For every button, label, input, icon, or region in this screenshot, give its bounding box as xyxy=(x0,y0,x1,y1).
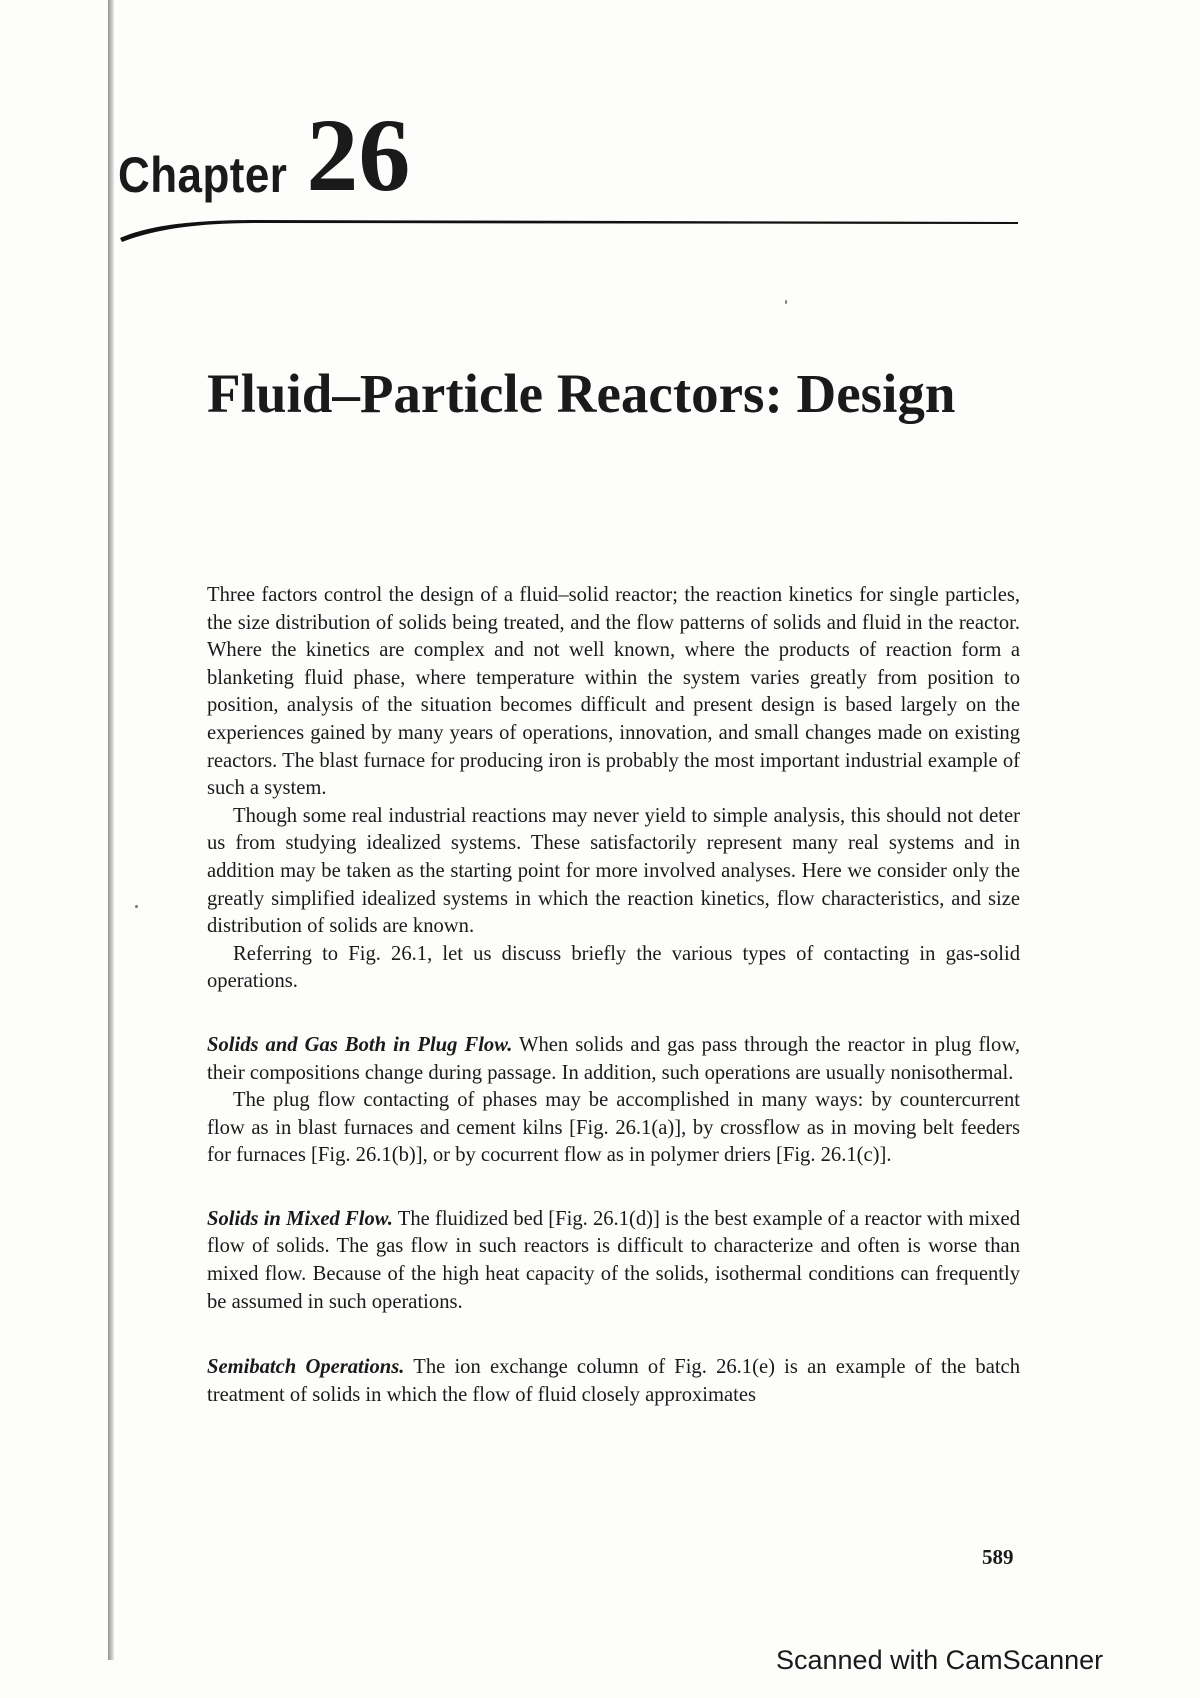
chapter-title: Fluid–Particle Reactors: Design xyxy=(207,363,956,424)
page-number: 589 xyxy=(982,1545,1014,1569)
plug-flow-heading: Solids and Gas Both in Plug Flow. xyxy=(207,1033,513,1056)
plug-flow-text: When solids and gas pass through the reactor in plug flow, their compositions change during passage. In addition, such operations are usually nonisothermal. xyxy=(207,1033,1021,1084)
mixed-flow-heading: Solids in Mixed Flow. xyxy=(207,1207,393,1230)
chapter-word: Chapter xyxy=(118,147,288,204)
chapter-rule xyxy=(118,212,1018,252)
section-semibatch xyxy=(207,1354,1020,1409)
book-spine-shadow xyxy=(108,0,114,1660)
scan-speck xyxy=(785,300,787,304)
scan-speck xyxy=(135,905,138,908)
paragraph-plug-flow-contacting: The plug flow contacting of phases may be accomplished in many ways: by countercurrent flow as in blast furnaces and cement kilns [Fig. 26.1(a)], by crossflow as in moving belt feeders for furnaces [Fig. 26.1(b)], or by cocurrent flow as in polymer driers [Fig. 26.1(c)]. xyxy=(207,1089,1020,1167)
chapter-number: 26 xyxy=(306,98,411,213)
semibatch-text: The ion exchange column of Fig. 26.1(e) is an example of the batch treatment of solids in which the flow of fluid closely approximates xyxy=(207,1356,1020,1406)
paragraph-intro: Three factors control the design of a fluid–solid reactor; the reaction kinetics for single particles, the size distribution of solids being treated, and the flow patterns of solids and fluid in the reactor. Where the kinetics are complex and not well known, where the products of reaction form a blanketing fluid phase, where temperature within the system varies greatly from position to position, analysis of the situation becomes difficult and present design is based largely on the experiences gained by many years of operations, innovation, and small changes made on existing reactors. The blast furnace for producing iron is probably the most important industrial example of such a system. xyxy=(207,584,1020,800)
section-mixed-flow xyxy=(207,1206,1020,1316)
paragraph-fig-reference: Referring to Fig. 26.1, let us discuss briefly the various types of contacting in gas-solid operations. xyxy=(207,942,1020,993)
mixed-flow-text: The fluidized bed [Fig. 26.1(d)] is the best example of a reactor with mixed flow of solids. The gas flow in such reactors is difficult to characterize and often is worse than mixed flow. Because of the high heat capacity of the solids, isothermal conditions can frequently be assumed in such operations. xyxy=(207,1207,1020,1313)
paragraph-idealized-systems: Though some real industrial reactions may never yield to simple analysis, this should not deter us from studying idealized systems. These satisfactorily represent many real systems and in addition may be taken as the starting point for more involved analyses. Here we consider only the greatly simplified idealized systems in which the reaction kinetics, flow characteristics, and size distribution of solids are known. xyxy=(207,804,1020,938)
section-plug-flow xyxy=(207,1032,1020,1087)
scanner-watermark: Scanned with CamScanner xyxy=(776,1645,1104,1675)
chapter-heading xyxy=(118,98,411,213)
body-text xyxy=(207,582,1020,1409)
semibatch-heading: Semibatch Operations. xyxy=(207,1356,405,1379)
